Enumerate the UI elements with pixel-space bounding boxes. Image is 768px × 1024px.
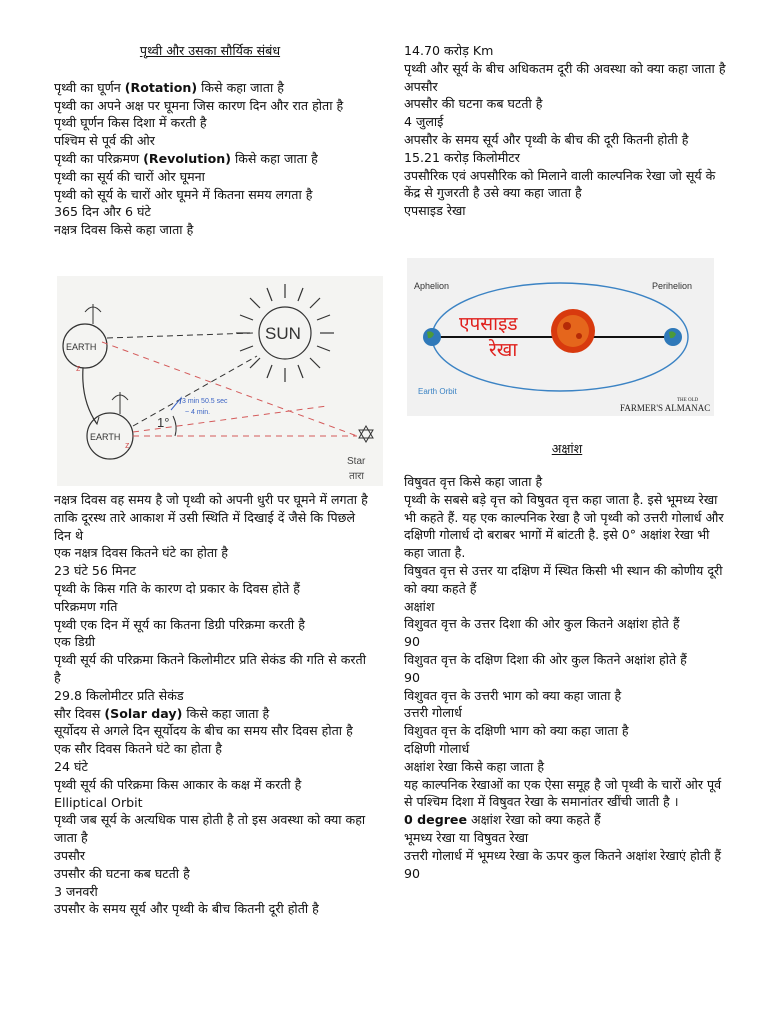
line-text: 90 [404, 634, 421, 650]
line-text: उत्तरी गोलार्ध में भूमध्य रेखा के ऊपर कुल कितने अक्षांश रेखाएं होती हैं [404, 847, 722, 863]
line-text: पृथ्वी को सूर्य के चारों ओर घूमने में कितना समय लगता है [54, 186, 313, 202]
line-text: पश्चिम से पूर्व की ओर [54, 133, 155, 149]
latitude-heading: अक्षांश [551, 441, 583, 456]
line-text: उपसौर की घटना कब घटती है [54, 865, 190, 881]
text-line [54, 705, 370, 723]
line-text: सौर दिवस [54, 705, 105, 721]
text-line [54, 758, 370, 776]
text-line [54, 186, 366, 204]
time-label-2: ~ 4 min. [185, 409, 211, 416]
line-bold-text: (Solar day) [104, 705, 183, 721]
line-text: उत्तरी गोलार्ध [404, 705, 462, 721]
line-bold-text: (Rotation) [124, 79, 198, 95]
line-text-tail: किसे कहा जाता है [182, 705, 270, 721]
text-line [54, 633, 370, 651]
line-text: अक्षांश रेखा किसे कहा जाता है [404, 758, 545, 774]
line-text: यह काल्पनिक रेखाओं का एक ऐसा समूह है जो पृथ्वी के चारों ओर पूर्व से पश्चिम दिशा में विषुवत रेखा के समानांतर खींची जाती है । [404, 776, 722, 810]
apsides-line-figure [407, 258, 714, 416]
text-line [404, 847, 730, 865]
text-line [54, 900, 370, 918]
line-text-tail: किसे कहा जाता है [230, 150, 318, 166]
line-text: पृथ्वी सूर्य की परिक्रमा कितने किलोमीटर प्रति सेकंड की गति से करती है [54, 652, 366, 685]
line-text: परिक्रमण गति [54, 598, 118, 614]
text-line [404, 202, 730, 220]
time-label-1: 3 min 50.5 sec [182, 398, 228, 405]
line-text: पृथ्वी घूर्णन किस दिशा में करती है [54, 115, 207, 131]
line-text: पृथ्वी सूर्य की परिक्रमा किस आकार के कक्ष में करती है [54, 776, 302, 792]
apsides-word-1: एपसाइड [459, 313, 518, 335]
line-text: एक डिग्री [54, 634, 96, 650]
text-line [404, 113, 730, 131]
svg-text:z: z [125, 440, 130, 450]
line-text: 3 जनवरी [54, 883, 98, 899]
text-line [404, 598, 730, 616]
line-text: पृथ्वी जब सूर्य के अत्यधिक पास होती है तो इस अवस्था को क्या कहा जाता है [54, 812, 366, 846]
angle-label: 1° [157, 415, 170, 430]
line-text: उपसौरिक एवं अपसौरिक को मिलाने वाली काल्पनिक रेखा जो सूर्य के केंद्र से गुजरती है उसे क्या कहा जाता है [404, 167, 716, 201]
line-text: पृथ्वी का परिक्रमण [54, 150, 144, 166]
line-text: विशुवत वृत्त के दक्षिण दिशा की ओर कुल कितने अक्षांश होते हैं [404, 651, 687, 667]
text-line [54, 562, 370, 580]
text-line [54, 150, 366, 168]
text-line [404, 758, 730, 776]
perihelion-label: Perihelion [652, 281, 693, 291]
text-line [54, 722, 370, 740]
text-line [404, 131, 730, 149]
text-line [404, 473, 730, 491]
line-text-tail: अक्षांश रेखा को क्या कहते हैं [467, 812, 601, 828]
text-line [404, 562, 730, 598]
line-text: 365 दिन और 6 घंटे [54, 204, 151, 220]
page-title: पृथ्वी और उसका सौर्यिक संबंध [139, 43, 281, 58]
text-line [54, 221, 366, 239]
line-text: पृथ्वी के किस गति के कारण दो प्रकार के दिवस होते हैं [54, 580, 300, 596]
line-text: पृथ्वी का अपने अक्ष पर घूमना जिस कारण दिन और रात होता है [54, 97, 344, 113]
text-line [404, 829, 730, 847]
line-text: पृथ्वी एक दिन में सूर्य का कितना डिग्री परिक्रमा करती है [54, 616, 305, 632]
text-line [404, 669, 730, 687]
line-text: 4 जुलाई [404, 114, 444, 130]
text-line [54, 114, 366, 132]
text-line [54, 865, 370, 883]
line-text: उपसौर [54, 847, 85, 863]
text-line [54, 79, 366, 97]
star-label-hi: तारा [349, 471, 364, 482]
line-text: विशुवत वृत्त के उत्तर दिशा की ओर कुल कितने अक्षांश होते हैं [404, 616, 680, 632]
earth-label-2: EARTH [90, 432, 121, 442]
text-line [404, 60, 730, 78]
text-line [404, 740, 730, 758]
line-text: पृथ्वी और सूर्य के बीच अधिकतम दूरी की अवस्था को क्या कहा जाता है [404, 60, 726, 76]
line-text: विशुवत वृत्त के दक्षिणी भाग को क्या कहा जाता है [404, 723, 629, 739]
aphelion-label: Aphelion [414, 281, 450, 291]
line-text: 24 घंटे [54, 758, 88, 774]
left-column-bottom [54, 491, 370, 918]
line-text: 15.21 करोड़ किलोमीटर [404, 149, 520, 165]
line-text: अपसौर [404, 78, 438, 94]
line-text: पृथ्वी के सबसे बड़े वृत्त को विषुवत वृत्त कहा जाता है. इसे भूमध्य रेखा भी कहते हैं. यह एक काल्पनिक रेखा है जो पृथ्वी को उत्तरी गोलार्ध और दक्षिणी गोलार्ध दो बराबर भागों में बांटती है. इसे 0° अक्षांश रेखा भी कहा जाता है. [404, 491, 724, 561]
line-text: विषुवत वृत्त से उत्तर या दक्षिण में स्थित किसी भी स्थान की कोणीय दूरी को क्या कहते हैं [404, 562, 723, 596]
text-line [404, 776, 730, 812]
text-line [404, 633, 730, 651]
star-label-en: Star [347, 456, 366, 467]
left-top-lines [54, 79, 366, 239]
text-line [54, 616, 370, 634]
line-bold-text: (Revolution) [143, 150, 231, 166]
earth-orbit-label: Earth Orbit [418, 387, 457, 396]
text-line [404, 42, 730, 60]
text-line [404, 78, 730, 96]
line-text: एक सौर दिवस कितने घंटे का होता है [54, 741, 222, 757]
right-column-bottom [404, 473, 730, 882]
text-line [54, 168, 366, 186]
line-text: पृथ्वी का सूर्य की चारों ओर घूमना [54, 168, 205, 184]
text-line [54, 883, 370, 901]
svg-text:z: z [76, 363, 81, 373]
text-line [404, 615, 730, 633]
text-line [54, 740, 370, 758]
text-line [54, 811, 370, 847]
right-column-top [404, 42, 730, 220]
text-line [404, 491, 730, 562]
line-text: विषुवत वृत्त किसे कहा जाता है [404, 474, 543, 489]
line-bold-text: 0 degree [404, 812, 468, 828]
text-line [404, 167, 730, 203]
text-line [54, 598, 370, 616]
text-line [404, 811, 730, 829]
text-line [54, 97, 366, 115]
text-line [54, 580, 370, 598]
brand-large: FARMER'S ALMANAC [620, 403, 711, 413]
line-text: अपसौर की घटना कब घटती है [404, 96, 543, 112]
brand-small: THE OLD [677, 398, 699, 403]
line-text: अपसौर के समय सूर्य और पृथ्वी के बीच की दूरी कितनी होती है [404, 131, 689, 147]
line-text: पृथ्वी का घूर्णन [54, 79, 125, 95]
right-bottom-lines [404, 473, 730, 882]
line-text: 23 घंटे 56 मिनट [54, 563, 136, 579]
sidereal-day-figure [57, 276, 383, 486]
line-text-tail: किसे कहा जाता है [197, 79, 284, 95]
text-line [404, 865, 730, 883]
line-text: अक्षांश [404, 598, 435, 614]
line-text: भूमध्य रेखा या विषुवत रेखा [404, 829, 529, 845]
line-text: दक्षिणी गोलार्ध [404, 740, 470, 756]
text-line [54, 776, 370, 794]
line-text: 14.70 करोड़ Km [404, 43, 494, 58]
orbit-diagram [407, 258, 714, 416]
text-line [404, 651, 730, 669]
line-text: उपसौर के समय सूर्य और पृथ्वी के बीच कितनी दूरी होती है [54, 901, 319, 917]
line-text: नक्षत्र दिवस किसे कहा जाता है [54, 222, 194, 238]
text-line [54, 132, 366, 150]
text-line [54, 203, 366, 221]
line-text: एक नक्षत्र दिवस कितने घंटे का होता है [54, 545, 228, 561]
text-line [54, 651, 370, 687]
text-line [404, 687, 730, 705]
sidereal-day-sketch [57, 276, 383, 486]
text-line [404, 95, 730, 113]
text-line [54, 794, 370, 812]
line-text: 90 [404, 865, 421, 881]
apsides-word-2: रेखा [489, 339, 518, 361]
line-text: 90 [404, 669, 421, 685]
line-text: Elliptical Orbit [54, 794, 143, 810]
line-text: नक्षत्र दिवस वह समय है जो पृथ्वी को अपनी धुरी पर घूमने में लगता है ताकि दूरस्थ तारे आकाश में उसी स्थिति में दिखाई दें जैसे कि पिछले दिन थे [54, 492, 368, 543]
left-bottom-lines [54, 491, 370, 918]
line-text: विशुवत वृत्त के उत्तरी भाग को क्या कहा जाता है [404, 687, 622, 703]
line-text: सूर्योदय से अगले दिन सूर्योदय के बीच का समय सौर दिवस होता है [54, 723, 353, 739]
text-line [54, 847, 370, 865]
earth-label-1: EARTH [66, 342, 97, 352]
text-line [54, 687, 370, 705]
text-line [54, 544, 370, 562]
line-text: एपसाइड रेखा [404, 203, 466, 219]
right-top-lines [404, 42, 730, 220]
sun-label: SUN [265, 324, 301, 343]
text-line [54, 491, 370, 544]
line-text: 29.8 किलोमीटर प्रति सेकंड [54, 687, 184, 703]
text-line [404, 704, 730, 722]
text-line [404, 149, 730, 167]
text-line [404, 722, 730, 740]
left-column-top [54, 42, 366, 239]
